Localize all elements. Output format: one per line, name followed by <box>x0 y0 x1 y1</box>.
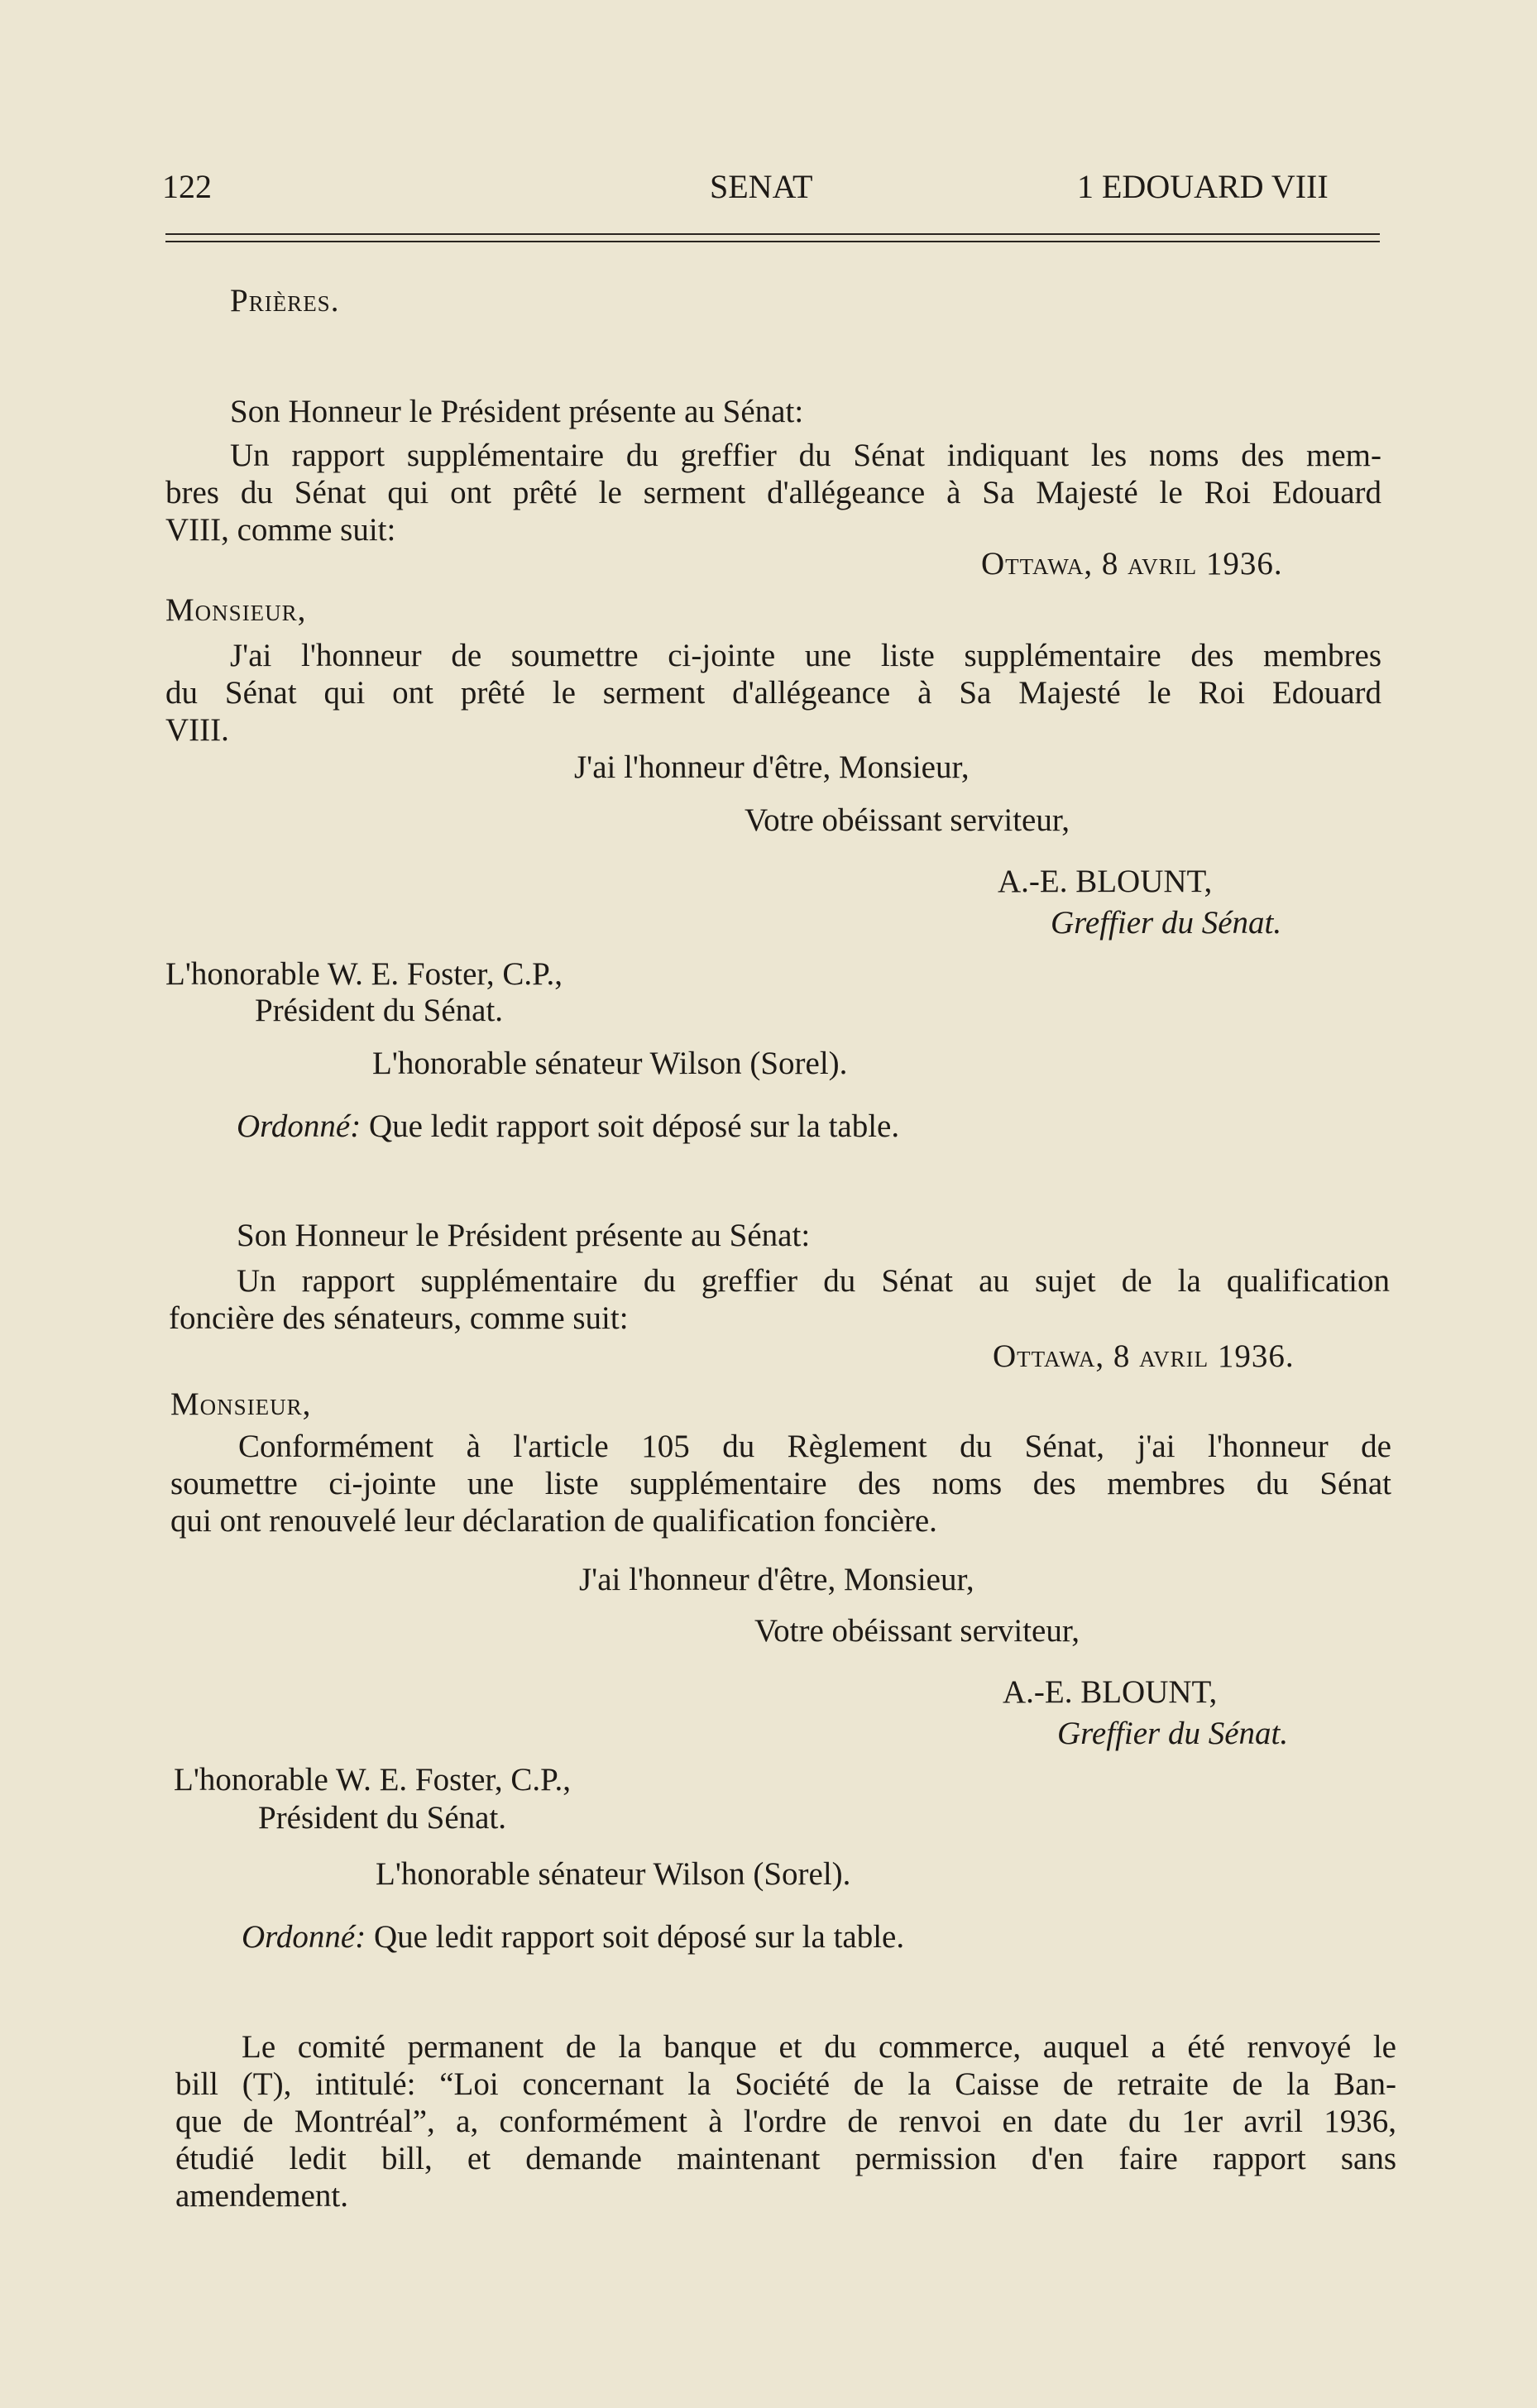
mover-2: L'honorable sénateur Wilson (Sorel). <box>376 1856 851 1892</box>
servant-2: Votre obéissant serviteur, <box>754 1613 1080 1649</box>
text-line: que de Montréal”, a, conformément à l'ordre de renvoi en date du 1er avril 1936, <box>175 2104 1396 2139</box>
ordered-label: Ordonné: <box>237 1108 362 1144</box>
text-line: VIII. <box>165 712 229 748</box>
text-line: bres du Sénat qui ont prêté le serment d'allégeance à Sa Majesté le Roi Edouard <box>165 475 1381 510</box>
text-line: Le comité permanent de la banque et du commerce, auquel a été renvoyé le <box>242 2029 1396 2065</box>
addressee-2: L'honorable W. E. Foster, C.P., <box>174 1762 571 1798</box>
ordered-2 <box>242 1919 904 1956</box>
place-date-1: Ottawa, 8 avril 1936. <box>981 546 1283 582</box>
report-paragraph-2 <box>169 1262 1390 1337</box>
text-line: VIII, comme suit: <box>165 512 396 548</box>
letter-body-1 <box>165 637 1381 749</box>
text-line: Un rapport supplémentaire du greffier du Sénat au sujet de la qualification <box>237 1263 1390 1299</box>
reign-year: 1 EDOUARD VIII <box>1077 168 1329 205</box>
running-title: SENAT <box>710 168 813 205</box>
signature-1: A.-E. BLOUNT, <box>998 864 1213 899</box>
addressee-1: L'honorable W. E. Foster, C.P., <box>165 956 563 992</box>
president-presents-2: Son Honneur le Président présente au Sénat: <box>237 1218 811 1253</box>
addressee-title-1: Président du Sénat. <box>255 993 504 1028</box>
prayers-heading: Prières. <box>230 283 340 318</box>
letter-body-2 <box>170 1428 1391 1539</box>
ordered-text: Que ledit rapport soit déposé sur la table. <box>373 1919 905 1955</box>
text-line: étudié ledit bill, et demande maintenant permission d'en faire rapport sans <box>175 2141 1396 2176</box>
signature-2: A.-E. BLOUNT, <box>1003 1674 1218 1710</box>
salutation-1: Monsieur, <box>165 592 307 628</box>
president-presents-1: Son Honneur le Président présente au Sénat: <box>230 394 804 429</box>
header-rule-bottom <box>165 241 1380 242</box>
text-line: amendement. <box>175 2178 348 2214</box>
text-line: bill (T), intitulé: “Loi concernant la Société de la Caisse de retraite de la Ban- <box>175 2066 1396 2102</box>
mover-1: L'honorable sénateur Wilson (Sorel). <box>372 1046 848 1081</box>
place-date-2: Ottawa, 8 avril 1936. <box>993 1338 1295 1374</box>
text-line: foncière des sénateurs, comme suit: <box>169 1300 629 1336</box>
text-line: du Sénat qui ont prêté le serment d'allégeance à Sa Majesté le Roi Edouard <box>165 675 1381 711</box>
text-line: J'ai l'honneur de soumettre ci-jointe une liste supplémentaire des membres <box>230 638 1381 673</box>
signature-title-2: Greffier du Sénat. <box>1057 1716 1289 1751</box>
closing-1: J'ai l'honneur d'être, Monsieur, <box>574 749 970 785</box>
servant-1: Votre obéissant serviteur, <box>745 802 1070 838</box>
report-paragraph-1 <box>165 437 1381 548</box>
ordered-label: Ordonné: <box>242 1919 366 1955</box>
text-line: qui ont renouvelé leur déclaration de qualification foncière. <box>170 1503 937 1539</box>
page-number: 122 <box>162 168 212 205</box>
text-line: Un rapport supplémentaire du greffier du Sénat indiquant les noms des mem- <box>230 438 1381 473</box>
text-line: soumettre ci-jointe une liste supplémentaire des noms des membres du Sénat <box>170 1466 1391 1501</box>
salutation-2: Monsieur, <box>170 1386 312 1422</box>
signature-title-1: Greffier du Sénat. <box>1051 905 1282 941</box>
text-line: Conformément à l'article 105 du Règlement du Sénat, j'ai l'honneur de <box>238 1429 1391 1464</box>
header-rule-top <box>165 233 1380 235</box>
ordered-1 <box>237 1108 899 1145</box>
ordered-text: Que ledit rapport soit déposé sur la table. <box>368 1108 900 1144</box>
closing-2: J'ai l'honneur d'être, Monsieur, <box>579 1562 974 1597</box>
addressee-title-2: Président du Sénat. <box>258 1800 507 1836</box>
committee-report-paragraph <box>175 2028 1396 2214</box>
